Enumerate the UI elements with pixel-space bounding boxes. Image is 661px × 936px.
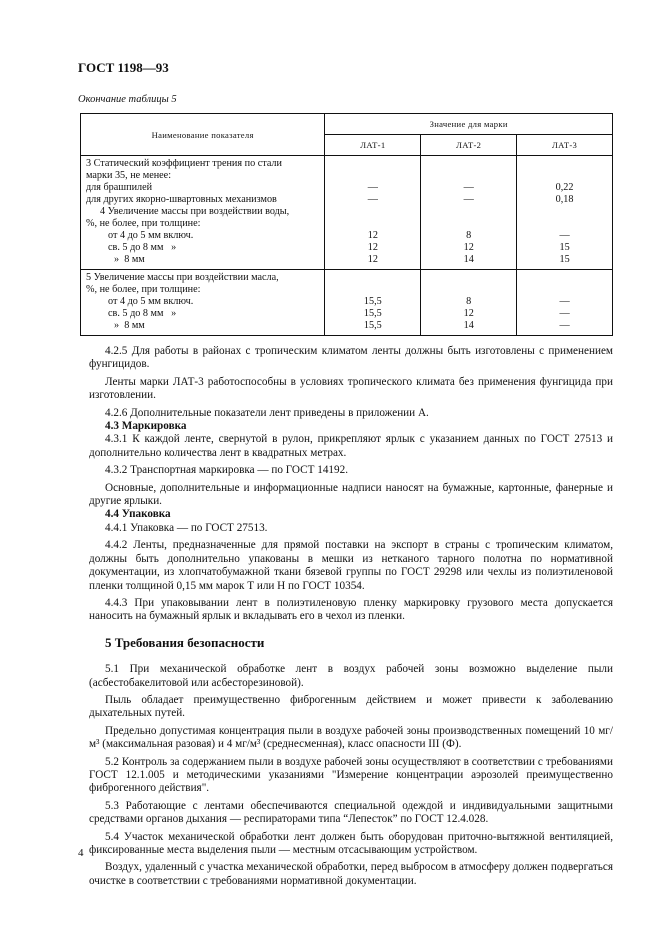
cell-value: — — [559, 308, 570, 319]
cell-value: 0,22 — [555, 182, 574, 193]
value-cell-grade-1 — [325, 270, 421, 336]
cell-value: 12 — [367, 242, 378, 253]
cell-line: 5 Увеличение массы при воздействии масла, — [86, 272, 279, 283]
cell-value — [329, 170, 416, 182]
paragraph-5-3: 5.3 Работающие с лентами обеспечиваются специальной одеждой и индивидуальными защитными средствами органов дыхания — респираторами типа “Лепесток” по ГОСТ 12.4.028. — [89, 799, 613, 826]
cell-line: св. 5 до 8 мм » — [108, 308, 177, 319]
cell-line: %, не более, при толщине: — [86, 284, 201, 295]
cell-value — [521, 272, 608, 284]
paragraph-4-2-5: 4.2.5 Для работы в районах с тропическим климатом ленты должны быть изготовлены с применением фунгицидов. — [89, 345, 613, 371]
cell-value: 15,5 — [363, 308, 382, 319]
cell-value — [521, 218, 608, 230]
cell-value — [425, 170, 512, 182]
table-row — [81, 270, 613, 336]
properties-table — [80, 113, 613, 336]
cell-value: — — [463, 194, 474, 205]
cell-value: — — [559, 230, 570, 241]
cell-line: от 4 до 5 мм включ. — [108, 296, 194, 307]
row-name-cell — [81, 270, 325, 336]
column-header-grade-1: ЛАТ-1 — [325, 135, 421, 156]
cell-value: 15,5 — [363, 320, 382, 331]
paragraph-4-4-3: 4.4.3 При упаковывании лент в полиэтиленовую пленку маркировку грузового места допускается наносить на бумажный ярлык и вкладывать его в чехол из пленки. — [89, 596, 613, 623]
cell-line: 4 Увеличение массы при воздействии воды, — [100, 206, 290, 217]
cell-value: 0,18 — [555, 194, 574, 205]
cell-value — [329, 206, 416, 218]
page-number: 4 — [78, 847, 84, 859]
cell-value — [521, 158, 608, 170]
cell-value: — — [367, 182, 378, 193]
paragraph-5-4: 5.4 Участок механической обработки лент должен быть оборудован приточно-вытяжной вентиляцией, фиксированные места выделения пыли — местным отсасывающим устройством. — [89, 830, 613, 856]
column-header-grade-3: ЛАТ-3 — [517, 135, 613, 156]
paragraph: Ленты марки ЛАТ-3 работоспособны в условиях тропического климата без применения фунгицида при изготовлении. — [89, 375, 613, 402]
value-cell-grade-2 — [421, 270, 517, 336]
cell-line: марки 35, не менее: — [86, 170, 172, 181]
cell-value: 15 — [559, 242, 570, 253]
paragraph-4-4-2: 4.4.2 Ленты, предназначенные для прямой поставки на экспорт в страны с тропическим климатом, должны быть дополнительно упакованы в мешки из нетканого тарного полотна по нормативной документации, из хлопчатобумажной ткани бязевой группы по ГОСТ 29298 или чехлы из полиэтиленовой пленки толщиной 0,15 мм марок Т или Н по ГОСТ 10354. — [89, 539, 613, 592]
cell-line: » 8 мм — [114, 254, 145, 265]
cell-value: — — [559, 296, 570, 307]
cell-value: 15,5 — [363, 296, 382, 307]
paragraph: Основные, дополнительные и информационные надписи наносят на бумажные, картонные, фанерные и другие ярлыки. — [89, 481, 613, 508]
cell-value — [425, 272, 512, 284]
cell-value — [425, 206, 512, 218]
paragraph-5-1: 5.1 При механической обработке лент в воздух рабочей зоны возможно выделение пыли (асбестобакелитовой или асбесторезиновой). — [89, 663, 613, 689]
paragraph-4-3-2: 4.3.2 Транспортная маркировка — по ГОСТ 14192. — [105, 464, 349, 477]
section-heading-5: 5 Требования безопасности — [105, 634, 265, 650]
cell-value: 15 — [559, 254, 570, 265]
paragraph: Предельно допустимая концентрация пыли в воздухе рабочей зоны производственных помещений 10 мг/м³ (максимальная разовая) и 4 мг/м³ (среднесменная), класс опасности III (Ф). — [89, 724, 613, 751]
cell-line: 3 Статический коэффициент трения по стали — [86, 158, 282, 169]
column-header-name: Наименование показателя — [81, 114, 325, 156]
cell-value: — — [559, 320, 570, 331]
cell-value — [521, 206, 608, 218]
paragraph: Пыль обладает преимущественно фиброгенным действием и может привести к заболеванию дыхательных путей. — [89, 693, 613, 720]
value-cell-grade-2 — [421, 156, 517, 270]
table-caption: Окончание таблицы 5 — [78, 94, 177, 105]
cell-line: от 4 до 5 мм включ. — [108, 230, 194, 241]
paragraph-4-2-6: 4.2.6 Дополнительные показатели лент приведены в приложении А. — [105, 406, 429, 419]
document-body — [89, 345, 613, 888]
cell-value — [521, 170, 608, 182]
cell-value — [329, 158, 416, 170]
cell-line: для брашпилей — [86, 182, 153, 193]
cell-value — [329, 218, 416, 230]
cell-value: — — [367, 194, 378, 205]
cell-value — [425, 158, 512, 170]
subsection-heading-4-3: 4.3 Маркировка — [105, 420, 187, 433]
cell-value: 14 — [463, 320, 474, 331]
cell-value: 12 — [367, 254, 378, 265]
cell-line: %, не более, при толщине: — [86, 218, 201, 229]
cell-line: св. 5 до 8 мм » — [108, 242, 177, 253]
value-cell-grade-3 — [517, 270, 613, 336]
cell-value: 14 — [463, 254, 474, 265]
paragraph-4-4-1: 4.4.1 Упаковка — по ГОСТ 27513. — [105, 521, 268, 534]
cell-value: — — [463, 182, 474, 193]
paragraph: Воздух, удаленный с участка механической обработки, перед выбросом в атмосферу должен подвергаться очистке в соответствии с требованиями нормативной документации. — [89, 861, 613, 887]
subsection-heading-4-4: 4.4 Упаковка — [105, 508, 171, 521]
table-row — [81, 156, 613, 270]
paragraph-4-3-1: 4.3.1 К каждой ленте, свернутой в рулон, прикрепляют ярлык с указанием данных по ГОСТ 27513 и дополнительно количества лент в квадратных метрах. — [89, 433, 613, 459]
cell-value: 8 — [466, 230, 472, 241]
row-name-cell — [81, 156, 325, 270]
column-header-grade-2: ЛАТ-2 — [421, 135, 517, 156]
document-header: ГОСТ 1198—93 — [78, 60, 169, 75]
cell-value — [425, 284, 512, 296]
cell-value: 12 — [463, 242, 474, 253]
cell-value: 12 — [463, 308, 474, 319]
paragraph-5-2: 5.2 Контроль за содержанием пыли в воздухе рабочей зоны осуществляют в соответствии с требованиями ГОСТ 12.1.005 и методическими указаниями "Измерение концентрации аэрозолей преимущественно фиброгенного действия". — [89, 755, 613, 795]
value-cell-grade-1 — [325, 156, 421, 270]
cell-value: 12 — [367, 230, 378, 241]
cell-value — [425, 218, 512, 230]
cell-line: для других якорно-швартовных механизмов — [86, 194, 277, 205]
cell-value — [329, 284, 416, 296]
column-group-header: Значение для марки — [325, 114, 613, 135]
cell-value: 8 — [466, 296, 472, 307]
cell-value — [521, 284, 608, 296]
cell-line: » 8 мм — [114, 320, 145, 331]
value-cell-grade-3 — [517, 156, 613, 270]
cell-value — [329, 272, 416, 284]
